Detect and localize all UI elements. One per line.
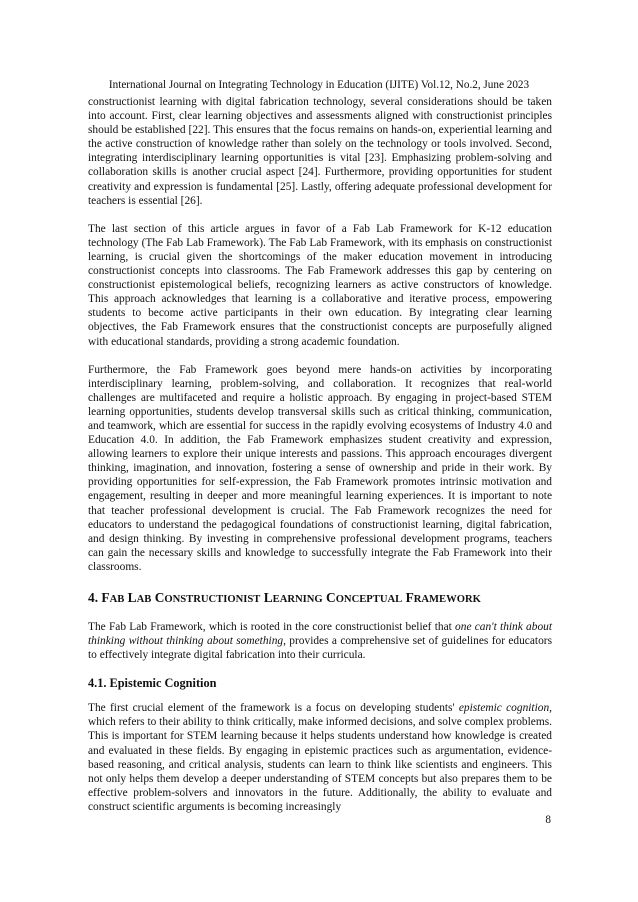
section-word-1 (101, 590, 124, 605)
page-body (88, 95, 552, 828)
para5-italic-term: epistemic cognition (458, 702, 550, 715)
subsection-heading-4-1: 4.1. Epistemic Cognition (88, 676, 217, 691)
word-rest: AB (136, 594, 152, 605)
running-header: International Journal on Integrating Technology in Education (IJITE) Vol.12, No.2, June 2023 (108, 79, 530, 91)
para4-text-after: , provides a comprehensive set of guidelines for educators to effectively integrate digital fabrication into their curricula. (88, 635, 552, 662)
section-word-6 (406, 590, 481, 605)
word-rest: RAMEWORK (413, 594, 481, 605)
section-word-3 (155, 590, 261, 605)
body-paragraph-3: Furthermore, the Fab Framework goes beyond mere hands-on activities by incorporating interdisciplinary learning, problem-solving, and collaboration. It recognizes that real-world challenges are multifaceted and require a holistic approach. By engaging in project-based STEM learning opportunities, students develop transversal skills such as critical thinking, communication, and teamwork, which are essential for success in the rapidly evolving ecosystems of Industry 4.0 and Education 4.0. In addition, the Fab Framework emphasizes student creativity and expression, allowing learners to explore their unique interests and passions. This approach encourages divergent thinking, imagination, and innovation, fostering a sense of ownership and pride in their work. By providing opportunities for self-expression, the Fab Framework promotes intrinsic motivation and engagement, resulting in deeper and more meaningful learning experiences. It is important to note that teacher professional development is crucial. The Fab Framework recognizes the need for educators to understand the pedagogical foundations of constructionist learning, digital fabrication, and design thinking. By investing in comprehensive professional development programs, teachers can gain the necessary skills and knowledge to successfully integrate the Fab Framework into their classrooms. (88, 363, 552, 573)
word-initial: L (127, 590, 137, 605)
word-initial: L (263, 590, 273, 605)
body-paragraph-4 (88, 620, 552, 662)
word-rest: ONCEPTUAL (335, 594, 403, 605)
word-rest: AB (109, 594, 125, 605)
body-paragraph-1: constructionist learning with digital fabrication technology, several considerations should be taken into account. First, clear learning objectives and assessments aligned with constructionist principles should be established [22]. This ensures that the focus remains on hands-on, experiential learning and the active construction of knowledge rather than solely on the technology or tools involved. Second, integrating interdisciplinary learning opportunities is vital [23]. Emphasizing problem-solving and collaboration skills is another crucial aspect [24]. Furthermore, providing opportunities for student creativity and expression is fundamental [25]. Lastly, offering adequate professional development for teachers is essential [26]. (88, 96, 552, 207)
page-number: 8 (545, 814, 551, 826)
word-initial: F (405, 590, 414, 605)
body-paragraph-5 (88, 701, 552, 814)
section-word-4 (264, 590, 323, 605)
word-rest: EARNING (272, 594, 323, 605)
para5-text-after: , which refers to their ability to think critically, make informed decisions, and solve complex problems. This is important for STEM learning because it helps students understand how knowledge is created and evaluated in these fields. By engaging in epistemic practices such as argumentation, evidence-based reasoning, and critical analysis, students can learn to think like scientists and engineers. This not only helps them develop a deeper understanding of STEM concepts but also prepares them to be effective problem-solvers and innovators in the future. Additionally, the ability to evaluate and construct scientific arguments is becoming increasingly (88, 702, 553, 813)
section-word-2 (128, 590, 152, 605)
body-paragraph-2: The last section of this article argues in favor of a Fab Lab Framework for K-12 education technology (The Fab Lab Framework). The Fab Lab Framework, with its emphasis on constructionist learning, is crucial given the shortcomings of the maker education movement in introducing constructionist concepts into classrooms. The Fab Framework addresses this gap by centering on constructionist epistemological beliefs, recognizing learners as active constructors of knowledge. This approach acknowledges that learning is a collaborative and iterative process, empowering students to become active participants in their own education. By integrating clear learning objectives, the Fab Framework ensures that the constructionist concepts are purposefully aligned with educational standards, providing a strong academic foundation. (88, 222, 552, 348)
para4-text-before: The Fab Lab Framework, which is rooted in the core constructionist belief that (88, 621, 456, 633)
word-initial: C (326, 590, 336, 605)
word-initial: F (101, 590, 110, 605)
word-initial: C (154, 590, 165, 605)
section-number: 4. (88, 590, 99, 605)
para5-text-before: The first crucial element of the framework is a focus on developing students' (88, 702, 459, 715)
section-heading-4 (88, 590, 552, 608)
para4-italic-quote: one can't think about thinking without thinking about something (88, 621, 552, 648)
word-rest: ONSTRUCTIONIST (164, 594, 261, 605)
section-word-5 (326, 590, 402, 605)
